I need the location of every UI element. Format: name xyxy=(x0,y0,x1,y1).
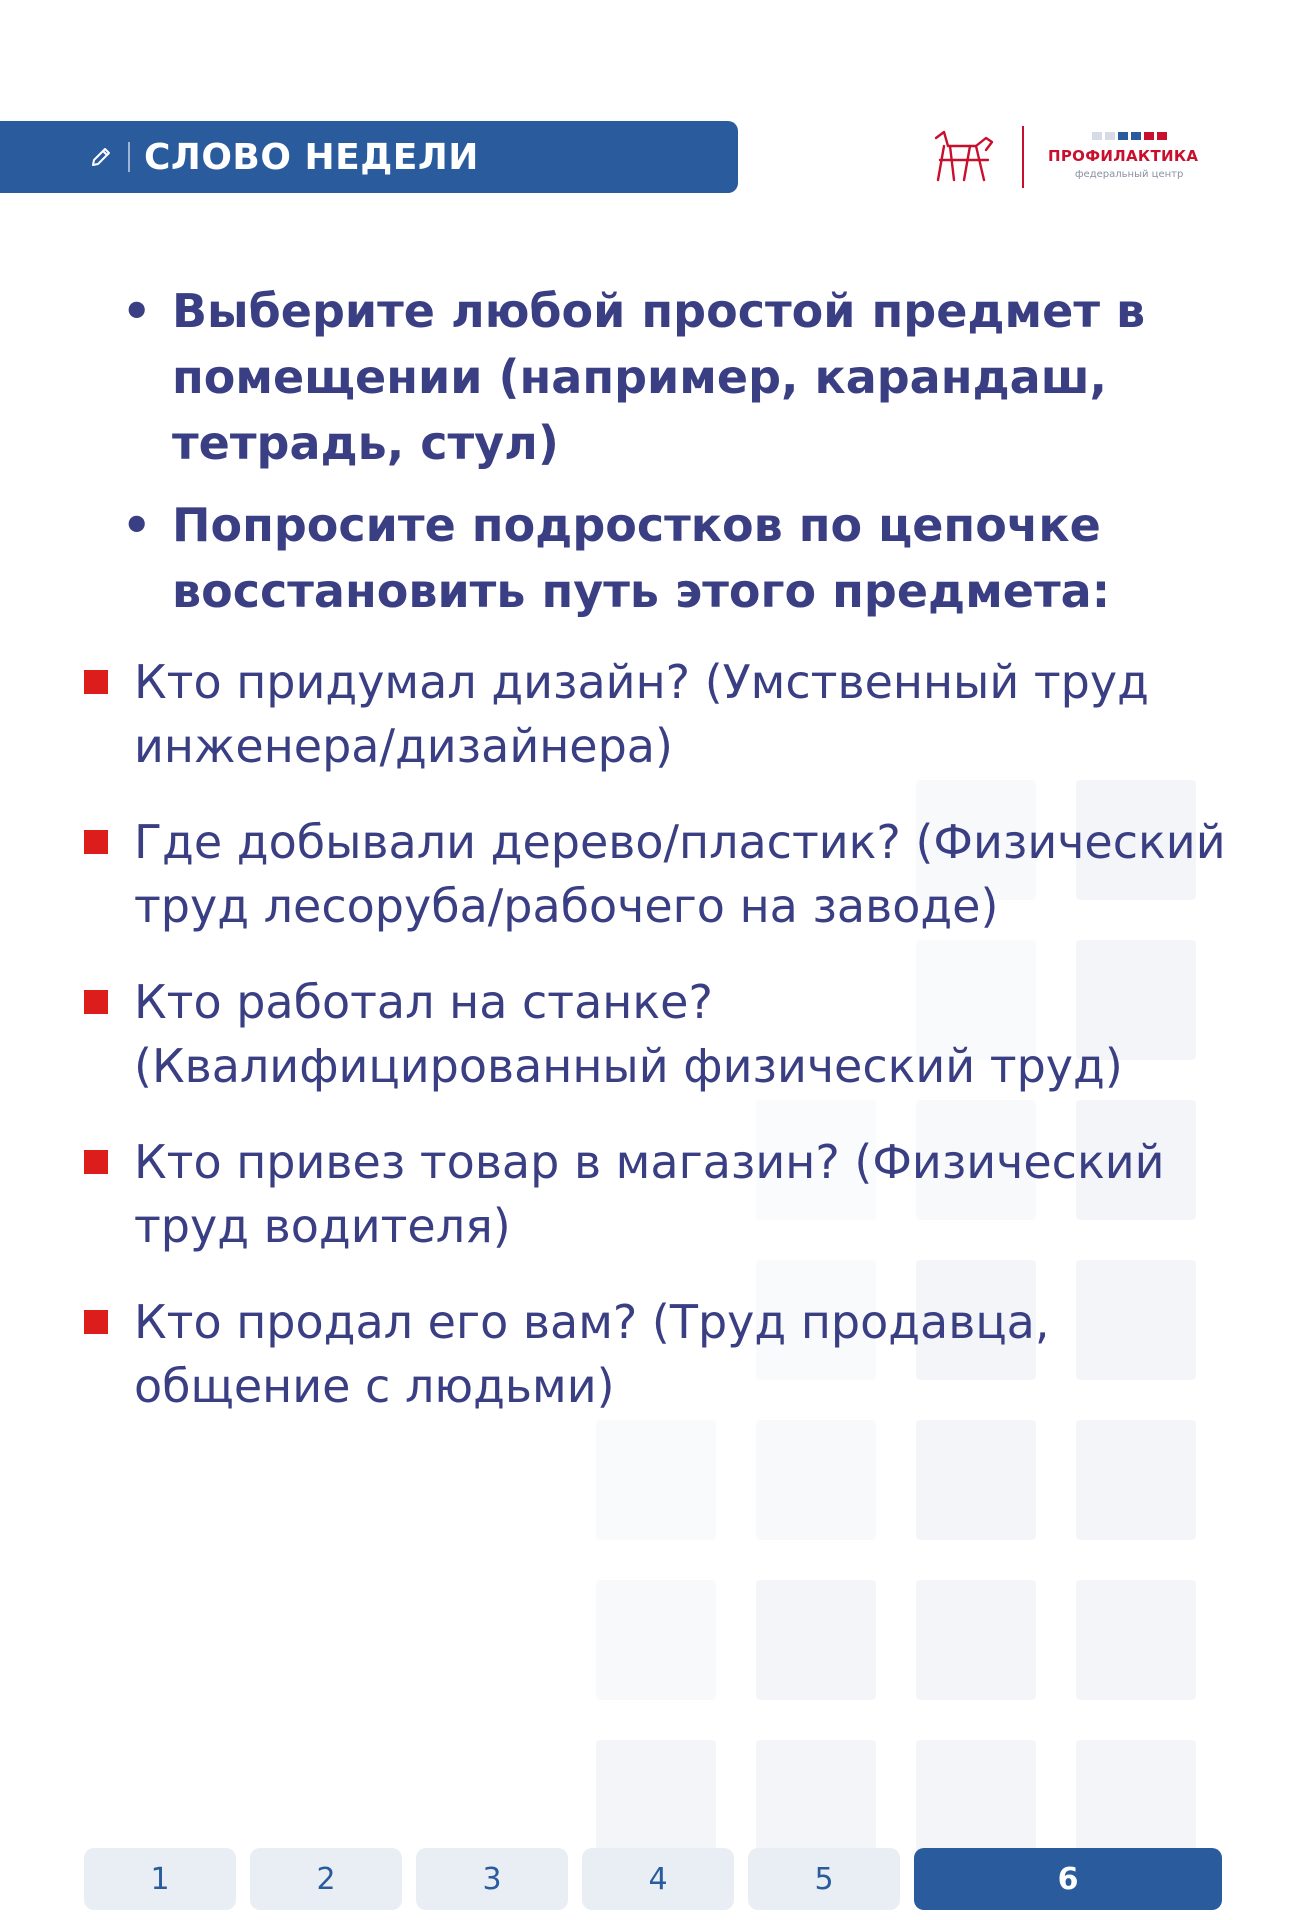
profilaktika-logo xyxy=(930,124,1230,190)
question-item xyxy=(84,1130,1234,1258)
pagination xyxy=(84,1848,1222,1910)
page-button-1[interactable]: 1 xyxy=(84,1848,236,1910)
page-title: СЛОВО НЕДЕЛИ xyxy=(144,136,479,178)
red-square-bullet xyxy=(84,1150,108,1174)
bullet-dot: • xyxy=(122,498,152,552)
logo-brand: ПРОФИЛАКТИКА xyxy=(1048,147,1199,165)
question-text: Кто привез товар в магазин? (Физический труд водителя) xyxy=(134,1135,1165,1253)
question-item xyxy=(84,1290,1234,1418)
question-text: Кто продал его вам? (Труд продавца, общение с людьми) xyxy=(134,1295,1050,1413)
logo-squares xyxy=(1092,132,1167,140)
question-list xyxy=(84,650,1234,1450)
header-banner xyxy=(0,121,738,193)
page-button-2[interactable]: 2 xyxy=(250,1848,402,1910)
logo-subtitle: федеральный центр xyxy=(1075,169,1184,180)
page-button-3[interactable]: 3 xyxy=(416,1848,568,1910)
page-button-5[interactable]: 5 xyxy=(748,1848,900,1910)
red-square-bullet xyxy=(84,1310,108,1334)
pencil-icon xyxy=(88,144,114,170)
red-square-bullet xyxy=(84,830,108,854)
question-text: Кто придумал дизайн? (Умственный труд инженера/дизайнера) xyxy=(134,655,1149,773)
page-button-6-current[interactable]: 6 xyxy=(914,1848,1222,1910)
question-item xyxy=(84,810,1234,938)
horse-icon xyxy=(930,128,996,188)
instruction-text: Попросите подростков по цепочке восстановить путь этого предмета: xyxy=(172,498,1111,618)
instruction-text: Выберите любой простой предмет в помещении (например, карандаш, тетрадь, стул) xyxy=(172,284,1146,470)
instruction-item xyxy=(120,492,1220,624)
question-text: Где добывали дерево/пластик? (Физический труд лесоруба/рабочего на заводе) xyxy=(134,815,1226,933)
instruction-item xyxy=(120,278,1220,476)
red-square-bullet xyxy=(84,990,108,1014)
question-text: Кто работал на станке? (Квалифицированный физический труд) xyxy=(134,975,1123,1093)
question-item xyxy=(84,970,1234,1098)
red-square-bullet xyxy=(84,670,108,694)
instruction-list xyxy=(120,278,1220,640)
question-item xyxy=(84,650,1234,778)
page-button-4[interactable]: 4 xyxy=(582,1848,734,1910)
banner-divider xyxy=(128,142,130,172)
logo-divider xyxy=(1022,126,1024,188)
bullet-dot: • xyxy=(122,284,152,338)
